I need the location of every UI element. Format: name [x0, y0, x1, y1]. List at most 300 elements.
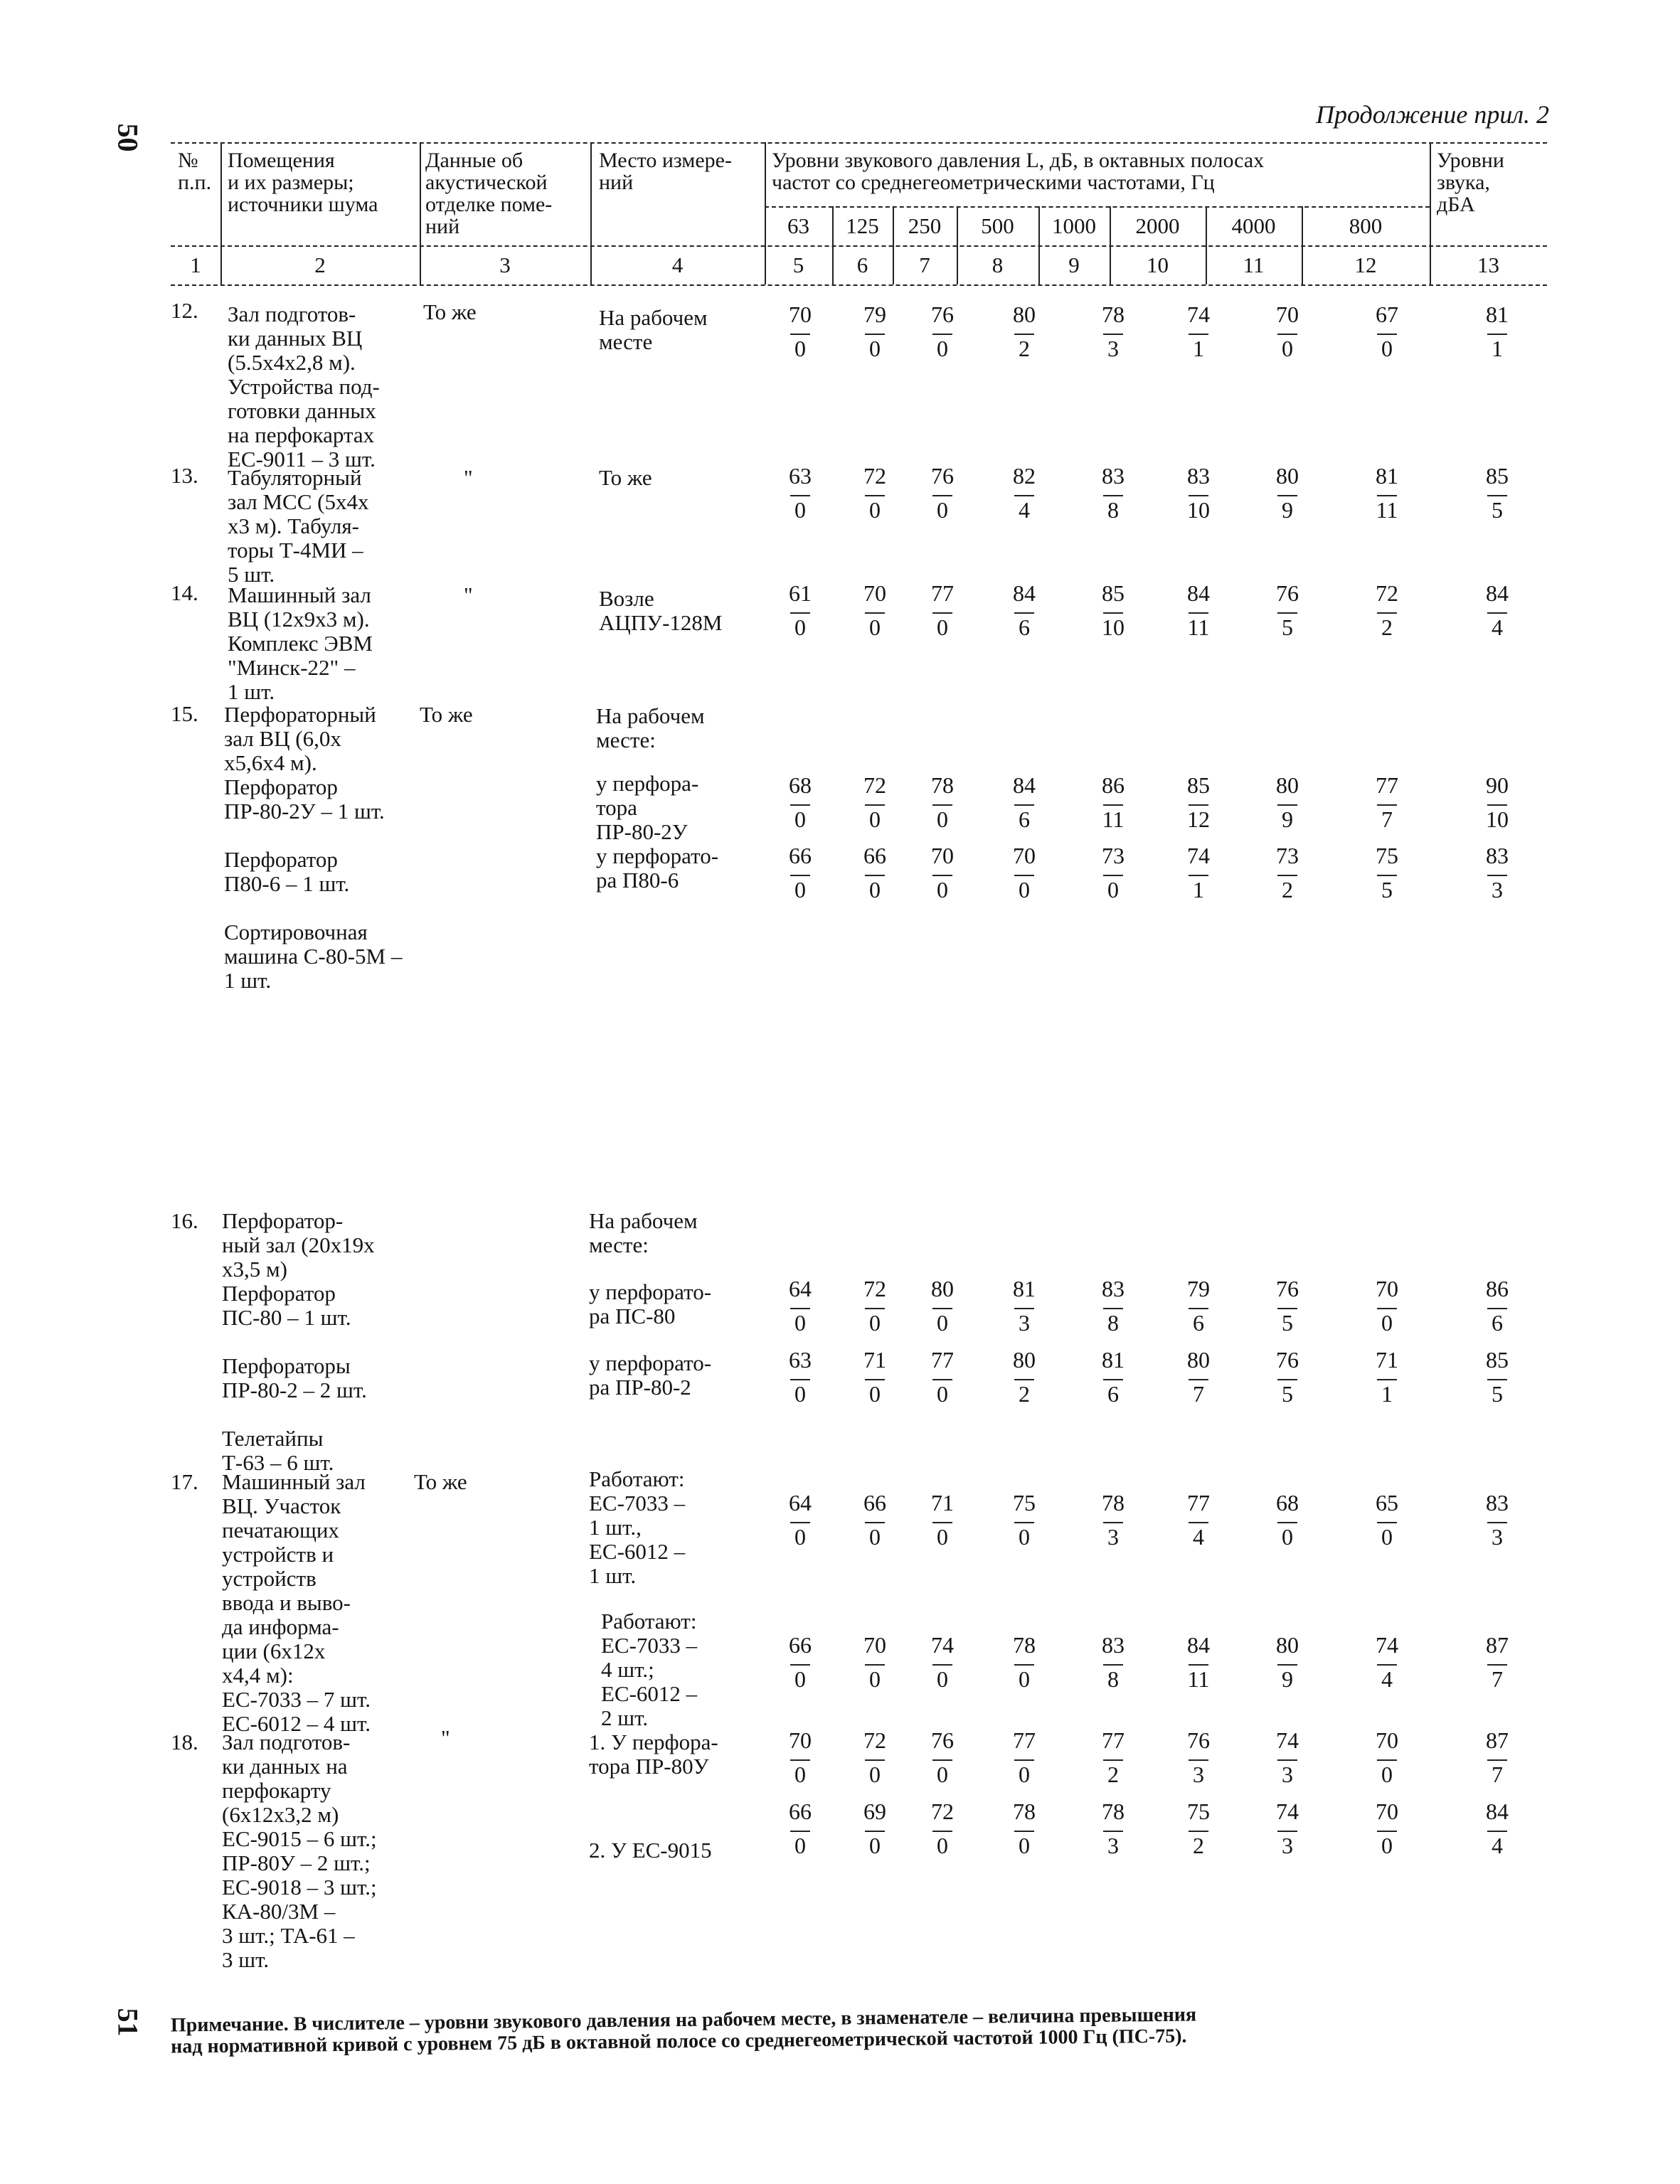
value-cell [1085, 1276, 1142, 1336]
value-denominator: 3 [1492, 1524, 1503, 1550]
value-cell [996, 302, 1053, 359]
fraction-bar [1189, 1664, 1208, 1666]
value-denominator: 0 [1019, 1833, 1030, 1858]
value-denominator: 0 [1019, 1666, 1030, 1692]
value-numerator: 68 [789, 772, 812, 798]
value-numerator: 78 [1102, 1490, 1125, 1516]
col-index-10: 10 [1147, 252, 1169, 277]
value-denominator: 0 [1019, 1524, 1030, 1550]
value-numerator: 73 [1102, 843, 1125, 868]
value-numerator: 77 [1102, 1727, 1125, 1753]
value-cell [772, 1276, 829, 1336]
fraction-bar [1277, 1664, 1297, 1666]
value-numerator: 70 [1376, 1727, 1398, 1753]
value-cell [914, 1799, 971, 1856]
value-denominator: 0 [794, 1833, 806, 1858]
value-denominator: 4 [1019, 497, 1030, 523]
value-denominator: 1 [1381, 1381, 1393, 1407]
value-cell [996, 1491, 1053, 1548]
value-numerator: 71 [863, 1347, 886, 1373]
value-numerator: 78 [1013, 1799, 1036, 1824]
value-cell [846, 843, 903, 900]
value-denominator: 0 [1282, 1524, 1293, 1550]
header-num: № п.п. [178, 149, 212, 194]
value-denominator: 6 [1019, 614, 1030, 640]
row-rooms: Зал подготов- ки данных на перфокарту (6x12x3,2 м) ЕС-9015 – 6 шт.; ПР-80У – 2 шт.; ЕС-9018 – 3 шт.; КА-80/3М – 3 шт.; ТА-61 – 3 шт. [222, 1730, 377, 1972]
value-numerator: 83 [1486, 843, 1509, 868]
value-cell [914, 302, 971, 359]
value-denominator: 11 [1376, 497, 1398, 523]
fraction-bar [1277, 804, 1297, 806]
value-denominator: 3 [1193, 1762, 1204, 1787]
value-denominator: 5 [1492, 1381, 1503, 1407]
value-denominator: 8 [1107, 1666, 1119, 1692]
fraction-bar [865, 1759, 885, 1761]
fraction-bar [790, 1308, 810, 1309]
fraction-bar [1277, 495, 1297, 496]
value-denominator: 2 [1019, 336, 1030, 361]
fraction-bar [932, 875, 952, 876]
value-numerator: 72 [863, 1727, 886, 1753]
value-denominator: 10 [1486, 806, 1509, 832]
fraction-bar [865, 334, 885, 335]
fraction-bar [1377, 1308, 1397, 1309]
fraction-bar [1014, 1308, 1034, 1309]
value-cell [772, 1799, 829, 1856]
value-cell [1170, 1348, 1227, 1405]
value-denominator: 0 [1019, 877, 1030, 902]
value-numerator: 72 [863, 463, 886, 489]
col-index-13: 13 [1477, 252, 1499, 277]
value-numerator: 72 [863, 772, 886, 798]
value-denominator: 4 [1381, 1666, 1393, 1692]
fraction-bar [1014, 1522, 1034, 1523]
value-denominator: 0 [937, 336, 948, 361]
value-denominator: 0 [869, 1381, 881, 1407]
value-numerator: 67 [1376, 302, 1398, 327]
fraction-bar [1189, 334, 1208, 335]
value-cell [1359, 843, 1415, 900]
fraction-bar [1377, 875, 1397, 876]
value-cell [1170, 1276, 1227, 1336]
value-denominator: 0 [869, 1310, 881, 1336]
value-numerator: 87 [1486, 1727, 1509, 1753]
value-cell [1469, 773, 1526, 830]
value-cell [1085, 302, 1142, 359]
value-cell [1259, 1276, 1316, 1336]
value-cell [914, 1491, 971, 1548]
value-numerator: 76 [931, 463, 954, 489]
row-place: Возле АЦПУ-128М [599, 586, 723, 635]
freq-800: 800 [1349, 213, 1383, 238]
value-denominator: 0 [794, 336, 806, 361]
value-denominator: 5 [1492, 497, 1503, 523]
value-cell [1359, 1348, 1415, 1405]
fraction-bar [1189, 1831, 1208, 1832]
value-numerator: 70 [863, 580, 886, 606]
value-denominator: 3 [1107, 1833, 1119, 1858]
value-numerator: 84 [1013, 772, 1036, 798]
value-denominator: 0 [869, 336, 881, 361]
fraction-bar [1103, 612, 1123, 614]
fraction-bar [865, 495, 885, 496]
page-number-left: 50 [112, 123, 144, 152]
value-cell [772, 1491, 829, 1548]
value-denominator: 4 [1193, 1524, 1204, 1550]
value-numerator: 79 [863, 302, 886, 327]
value-cell [1359, 581, 1415, 638]
value-denominator: 0 [937, 1833, 948, 1858]
value-denominator: 0 [1107, 877, 1119, 902]
fraction-bar [790, 334, 810, 335]
value-cell [1085, 1728, 1142, 1785]
value-numerator: 80 [1013, 302, 1036, 327]
value-cell [1085, 1348, 1142, 1405]
fraction-bar [790, 1831, 810, 1832]
value-numerator: 90 [1486, 772, 1509, 798]
fraction-bar [1103, 1308, 1123, 1309]
value-numerator: 80 [1276, 1632, 1299, 1658]
value-numerator: 76 [1187, 1727, 1210, 1753]
fraction-bar [1277, 334, 1297, 335]
value-cell [1170, 1728, 1227, 1785]
row-place: Работают: ЕС-7033 – 4 шт.; ЕС-6012 – 2 шт. [601, 1609, 698, 1730]
fraction-bar [1189, 612, 1208, 614]
fraction-bar [1487, 1308, 1507, 1309]
value-denominator: 9 [1282, 806, 1293, 832]
value-numerator: 74 [1276, 1799, 1299, 1824]
fraction-bar [1377, 1664, 1397, 1666]
value-denominator: 0 [937, 1762, 948, 1787]
fraction-bar [1277, 1759, 1297, 1761]
fraction-bar [1103, 334, 1123, 335]
value-cell [1359, 773, 1415, 830]
value-denominator: 0 [794, 877, 806, 902]
fraction-bar [1277, 612, 1297, 614]
value-numerator: 73 [1276, 843, 1299, 868]
value-numerator: 61 [789, 580, 812, 606]
value-cell [996, 464, 1053, 521]
fraction-bar [1189, 495, 1208, 496]
value-numerator: 80 [1276, 463, 1299, 489]
fraction-bar [1277, 1379, 1297, 1380]
value-numerator: 83 [1102, 463, 1125, 489]
value-cell [846, 581, 903, 638]
header-finish: Данные об акустической отделке поме- ний [425, 149, 553, 238]
value-numerator: 77 [1376, 772, 1398, 798]
value-denominator: 0 [937, 1524, 948, 1550]
freq-250: 250 [908, 213, 942, 238]
value-denominator: 0 [794, 806, 806, 832]
fraction-bar [865, 875, 885, 876]
value-denominator: 0 [1381, 1762, 1393, 1787]
value-cell [1170, 1491, 1227, 1548]
fraction-bar [1487, 1379, 1507, 1380]
row-place: у перфорато- ра ПС-80 [589, 1279, 712, 1328]
row-num: 12. [171, 298, 198, 323]
fraction-bar [932, 1308, 952, 1309]
col-index-8: 8 [991, 252, 1004, 277]
value-cell [1259, 581, 1316, 638]
value-cell [846, 1491, 903, 1548]
fraction-bar [1014, 1379, 1034, 1380]
value-numerator: 64 [789, 1490, 812, 1516]
value-numerator: 76 [1276, 580, 1299, 606]
value-cell [1259, 1799, 1316, 1856]
value-denominator: 0 [794, 1381, 806, 1407]
value-cell [914, 1348, 971, 1405]
value-cell [1259, 1728, 1316, 1785]
value-numerator: 83 [1187, 463, 1210, 489]
value-cell [1170, 843, 1227, 900]
value-cell [1469, 302, 1526, 359]
value-denominator: 11 [1102, 806, 1125, 832]
value-numerator: 70 [931, 843, 954, 868]
value-denominator: 0 [937, 806, 948, 832]
value-denominator: 0 [937, 497, 948, 523]
value-cell [1469, 1799, 1526, 1856]
fraction-bar [1103, 875, 1123, 876]
value-numerator: 70 [789, 1727, 812, 1753]
value-denominator: 7 [1492, 1762, 1503, 1787]
value-numerator: 81 [1102, 1347, 1125, 1373]
row-num: 17. [171, 1469, 198, 1494]
value-numerator: 70 [789, 302, 812, 327]
value-numerator: 78 [1013, 1632, 1036, 1658]
value-numerator: 80 [1276, 772, 1299, 798]
fraction-bar [1377, 1759, 1397, 1761]
col-index-2: 2 [314, 252, 326, 277]
value-numerator: 86 [1102, 772, 1125, 798]
fraction-bar [932, 1759, 952, 1761]
value-denominator: 5 [1282, 614, 1293, 640]
fraction-bar [1189, 1759, 1208, 1761]
value-denominator: 11 [1187, 1666, 1210, 1692]
value-denominator: 0 [937, 1310, 948, 1336]
value-numerator: 72 [931, 1799, 954, 1824]
value-denominator: 5 [1282, 1381, 1293, 1407]
value-numerator: 78 [1102, 302, 1125, 327]
row-place: у перфорато- ра ПР-80-2 [589, 1351, 712, 1400]
value-numerator: 70 [1276, 302, 1299, 327]
value-cell [1170, 1799, 1227, 1856]
value-cell [996, 1728, 1053, 1785]
fraction-bar [790, 1522, 810, 1523]
value-numerator: 75 [1376, 843, 1398, 868]
fraction-bar [1189, 1308, 1208, 1309]
value-cell [846, 464, 903, 521]
value-numerator: 63 [789, 1347, 812, 1373]
value-cell [846, 1633, 903, 1690]
value-cell [772, 1728, 829, 1785]
fraction-bar [1014, 495, 1034, 496]
value-denominator: 6 [1193, 1310, 1204, 1336]
value-cell [996, 773, 1053, 830]
value-denominator: 0 [794, 1762, 806, 1787]
row-place: 1. У перфора- тора ПР-80У [589, 1730, 718, 1779]
value-numerator: 87 [1486, 1632, 1509, 1658]
value-denominator: 9 [1282, 1666, 1293, 1692]
value-numerator: 80 [931, 1276, 954, 1301]
row-rooms: Зал подготов- ки данных ВЦ (5.5x4x2,8 м). Устройства под- готовки данных на перфокартах ЕС-9011 – 3 шт. [228, 302, 380, 472]
value-numerator: 81 [1013, 1276, 1036, 1301]
fraction-bar [1014, 1831, 1034, 1832]
value-denominator: 3 [1107, 336, 1119, 361]
value-cell [1085, 1799, 1142, 1856]
value-numerator: 75 [1013, 1490, 1036, 1516]
value-numerator: 75 [1187, 1799, 1210, 1824]
fraction-bar [1487, 612, 1507, 614]
freq-2000: 2000 [1135, 213, 1180, 238]
value-cell [1259, 302, 1316, 359]
freq-125: 125 [846, 213, 879, 238]
value-numerator: 86 [1486, 1276, 1509, 1301]
fraction-bar [865, 1308, 885, 1309]
fraction-bar [932, 334, 952, 335]
row-rooms: Перфораторный зал ВЦ (6,0x x5,6x4 м). Перфоратор ПР-80-2У – 1 шт. Перфоратор П80-6 – 1 шт. Сортировочная машина С-80-5М – 1 шт. [224, 702, 403, 993]
fraction-bar [1014, 1664, 1034, 1666]
fraction-bar [1103, 1831, 1123, 1832]
fraction-bar [1014, 612, 1034, 614]
value-cell [1170, 302, 1227, 359]
value-numerator: 64 [789, 1276, 812, 1301]
value-cell [1359, 464, 1415, 521]
value-denominator: 0 [1381, 1310, 1393, 1336]
fraction-bar [1487, 1522, 1507, 1523]
value-cell [846, 1276, 903, 1336]
value-cell [846, 1799, 903, 1856]
value-denominator: 4 [1492, 1833, 1503, 1858]
col-index-5: 5 [792, 252, 804, 277]
value-numerator: 81 [1486, 302, 1509, 327]
freq-4000: 4000 [1231, 213, 1276, 238]
value-numerator: 80 [1187, 1347, 1210, 1373]
value-denominator: 2 [1381, 614, 1393, 640]
value-denominator: 7 [1193, 1381, 1204, 1407]
value-cell [996, 1276, 1053, 1336]
row-rooms: Машинный зал ВЦ. Участок печатающих устройств и устройств ввода и выво- да информа- ции (6x12x x4,4 м): ЕС-7033 – 7 шт. ЕС-6012 – 4 шт. [222, 1469, 371, 1736]
col-index-11: 11 [1243, 252, 1265, 277]
value-cell [996, 1633, 1053, 1690]
value-cell [914, 843, 971, 900]
value-cell [914, 773, 971, 830]
row-place: 2. У ЕС-9015 [589, 1838, 712, 1863]
freq-1000: 1000 [1052, 213, 1096, 238]
row-place: На рабочем месте [599, 305, 708, 354]
fraction-bar [1487, 1759, 1507, 1761]
page-number-right: 51 [112, 2008, 144, 2037]
value-cell [1259, 1633, 1316, 1690]
value-cell [1359, 1276, 1415, 1336]
value-denominator: 3 [1019, 1310, 1030, 1336]
continuation-label: Продолжение прил. 2 [1316, 100, 1550, 129]
value-cell [772, 302, 829, 359]
value-cell [1085, 1491, 1142, 1548]
fraction-bar [790, 1759, 810, 1761]
value-cell [1259, 773, 1316, 830]
value-denominator: 0 [794, 1524, 806, 1550]
value-numerator: 70 [1376, 1276, 1398, 1301]
value-denominator: 0 [794, 1666, 806, 1692]
value-cell [1359, 1491, 1415, 1548]
value-numerator: 81 [1376, 463, 1398, 489]
value-denominator: 3 [1107, 1524, 1119, 1550]
value-cell [996, 1799, 1053, 1856]
value-denominator: 0 [794, 1310, 806, 1336]
value-denominator: 3 [1492, 877, 1503, 902]
value-cell [914, 1633, 971, 1690]
fraction-bar [1189, 1522, 1208, 1523]
value-denominator: 0 [869, 1833, 881, 1858]
value-numerator: 83 [1102, 1632, 1125, 1658]
value-cell [772, 843, 829, 900]
value-numerator: 70 [1013, 843, 1036, 868]
row-finish: То же [420, 702, 473, 727]
row-num: 13. [171, 463, 198, 488]
fraction-bar [790, 612, 810, 614]
value-numerator: 65 [1376, 1490, 1398, 1516]
value-denominator: 6 [1019, 806, 1030, 832]
fraction-bar [932, 1379, 952, 1380]
fraction-bar [1277, 1831, 1297, 1832]
fraction-bar [932, 1664, 952, 1666]
header-rooms: Помещения и их размеры; источники шума [228, 149, 378, 216]
value-numerator: 84 [1187, 1632, 1210, 1658]
value-numerator: 76 [931, 1727, 954, 1753]
value-numerator: 78 [1102, 1799, 1125, 1824]
value-numerator: 71 [1376, 1347, 1398, 1373]
fraction-bar [1189, 875, 1208, 876]
value-numerator: 63 [789, 463, 812, 489]
value-denominator: 3 [1282, 1833, 1293, 1858]
fraction-bar [1103, 1759, 1123, 1761]
col-index-9: 9 [1068, 252, 1080, 277]
value-cell [1469, 1491, 1526, 1548]
fraction-bar [790, 804, 810, 806]
row-finish: " [464, 582, 473, 607]
value-numerator: 66 [863, 843, 886, 868]
value-cell [1359, 302, 1415, 359]
row-finish: То же [423, 299, 477, 324]
value-denominator: 2 [1282, 877, 1293, 902]
value-cell [1170, 581, 1227, 638]
value-cell [1469, 464, 1526, 521]
row-place: у перфорато- ра П80-6 [596, 843, 719, 893]
fraction-bar [865, 612, 885, 614]
fraction-bar [1103, 1379, 1123, 1380]
value-numerator: 72 [863, 1276, 886, 1301]
fraction-bar [1487, 334, 1507, 335]
value-cell [1085, 1633, 1142, 1690]
value-cell [772, 464, 829, 521]
fraction-bar [1377, 1522, 1397, 1523]
row-place: На рабочем месте: [589, 1208, 698, 1257]
value-numerator: 76 [931, 302, 954, 327]
row-rooms: Перфоратор- ный зал (20x19x x3,5 м) Перфоратор ПС-80 – 1 шт. Перфораторы ПР-80-2 – 2 шт. Телетайпы Т-63 – 6 шт. [222, 1208, 375, 1475]
value-numerator: 85 [1486, 463, 1509, 489]
fraction-bar [1189, 1379, 1208, 1380]
fraction-bar [1377, 1831, 1397, 1832]
fraction-bar [1277, 875, 1297, 876]
value-denominator: 1 [1492, 336, 1503, 361]
value-denominator: 0 [869, 806, 881, 832]
value-numerator: 77 [1013, 1727, 1036, 1753]
value-denominator: 0 [937, 1666, 948, 1692]
footnote: Примечание. В числителе – уровни звукового давления на рабочем месте, в знаменателе – величина превышения над нормативной кривой с уровнем 75 дБ в октавной полосе со среднегеометрической частотой 1000 Гц (ПС-75). [170, 2003, 1197, 2058]
fraction-bar [1014, 875, 1034, 876]
fraction-bar [790, 1664, 810, 1666]
value-denominator: 6 [1492, 1310, 1503, 1336]
